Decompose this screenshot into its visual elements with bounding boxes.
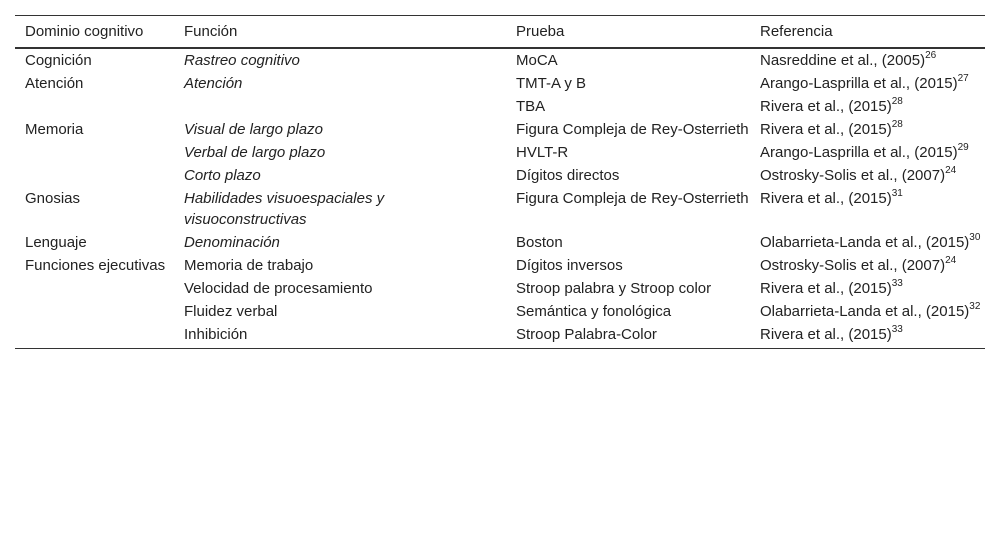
- table-row: [15, 72, 985, 95]
- reference-cell-text: Rivera et al., (2015): [760, 98, 892, 115]
- domain-cell: [15, 300, 174, 323]
- reference-superscript: 29: [957, 142, 969, 153]
- domain-cell: [15, 231, 174, 254]
- reference-superscript: 33: [891, 324, 903, 335]
- reference-superscript: 26: [925, 50, 937, 61]
- test-cell-text: HVLT-R: [516, 144, 569, 161]
- reference-cell-text: Arango-Lasprilla et al., (2015): [760, 75, 958, 92]
- domain-cell: [15, 164, 174, 187]
- table-row: [15, 118, 985, 141]
- reference-cell-text: Ostrosky-Solis et al., (2007): [760, 167, 946, 184]
- header-function: Función: [174, 16, 506, 49]
- function-cell: [174, 141, 506, 164]
- domain-cell: [15, 141, 174, 164]
- test-cell-text: Semántica y fonológica: [516, 303, 672, 320]
- function-cell-text: Rastreo cognitivo: [184, 52, 300, 69]
- reference-cell: [750, 141, 985, 164]
- test-cell-text: MoCA: [516, 52, 558, 69]
- function-cell: [174, 48, 506, 72]
- function-cell-text: Verbal de largo plazo: [184, 144, 326, 161]
- reference-cell-text: Olabarrieta-Landa et al., (2015): [760, 234, 970, 251]
- reference-cell: [750, 48, 985, 72]
- test-cell: [506, 254, 750, 277]
- domain-cell-text: Gnosias: [25, 190, 81, 207]
- reference-superscript: 32: [969, 301, 981, 312]
- table-body: [15, 48, 985, 349]
- table-row: [15, 300, 985, 323]
- table-row: [15, 141, 985, 164]
- table-row: [15, 231, 985, 254]
- table-header-row: [15, 16, 985, 49]
- test-cell: [506, 141, 750, 164]
- test-cell: [506, 48, 750, 72]
- reference-cell: [750, 187, 985, 231]
- function-cell-text: Denominación: [184, 234, 280, 251]
- test-cell-text: Stroop Palabra-Color: [516, 326, 657, 343]
- test-cell: [506, 187, 750, 231]
- function-cell: [174, 277, 506, 300]
- table-row: [15, 48, 985, 72]
- reference-cell-text: Rivera et al., (2015): [760, 121, 892, 138]
- reference-superscript: 31: [891, 188, 903, 199]
- reference-cell: [750, 277, 985, 300]
- domain-cell: [15, 277, 174, 300]
- function-cell-text: Corto plazo: [184, 167, 261, 184]
- reference-cell-text: Olabarrieta-Landa et al., (2015): [760, 303, 970, 320]
- reference-superscript: 24: [945, 255, 957, 266]
- reference-superscript: 30: [969, 232, 981, 243]
- function-cell: [174, 187, 506, 231]
- reference-superscript: 27: [957, 73, 969, 84]
- domain-cell: [15, 95, 174, 118]
- domain-cell-text: Lenguaje: [25, 234, 87, 251]
- test-cell-text: TMT-A y B: [516, 75, 587, 92]
- function-cell: [174, 300, 506, 323]
- domain-cell: [15, 254, 174, 277]
- reference-cell: [750, 323, 985, 349]
- domain-cell-text: Cognición: [25, 52, 92, 69]
- header-reference: Referencia: [750, 16, 985, 49]
- function-cell: [174, 231, 506, 254]
- table-row: [15, 95, 985, 118]
- reference-cell-text: Rivera et al., (2015): [760, 280, 892, 297]
- function-cell: [174, 72, 506, 95]
- test-cell: [506, 72, 750, 95]
- test-cell-text: Figura Compleja de Rey-Osterrieth: [516, 121, 749, 138]
- reference-cell: [750, 164, 985, 187]
- domain-cell: [15, 323, 174, 349]
- function-cell-text: Fluidez verbal: [184, 303, 278, 320]
- reference-cell-text: Rivera et al., (2015): [760, 190, 892, 207]
- header-test: Prueba: [506, 16, 750, 49]
- header-domain: Dominio cognitivo: [15, 16, 174, 49]
- test-cell-text: Dígitos inversos: [516, 257, 623, 274]
- test-cell-text: Boston: [516, 234, 563, 251]
- function-cell: [174, 118, 506, 141]
- test-cell: [506, 95, 750, 118]
- cognitive-tests-table: [15, 15, 985, 349]
- test-cell: [506, 277, 750, 300]
- function-cell: [174, 254, 506, 277]
- test-cell: [506, 118, 750, 141]
- table-row: [15, 187, 985, 231]
- reference-cell-text: Arango-Lasprilla et al., (2015): [760, 144, 958, 161]
- test-cell-text: Dígitos directos: [516, 167, 620, 184]
- test-cell-text: Stroop palabra y Stroop color: [516, 280, 712, 297]
- table-row: [15, 277, 985, 300]
- reference-cell: [750, 72, 985, 95]
- table-row: [15, 323, 985, 349]
- test-cell: [506, 323, 750, 349]
- test-cell: [506, 231, 750, 254]
- test-cell-text: TBA: [516, 98, 546, 115]
- function-cell-text: Habilidades visuoespaciales y visuoconstructivas: [184, 190, 385, 228]
- function-cell-text: Inhibición: [184, 326, 248, 343]
- reference-cell: [750, 118, 985, 141]
- table-row: [15, 164, 985, 187]
- domain-cell-text: Funciones ejecutivas: [25, 257, 166, 274]
- test-cell: [506, 164, 750, 187]
- reference-cell: [750, 254, 985, 277]
- domain-cell: [15, 72, 174, 95]
- reference-superscript: 28: [891, 96, 903, 107]
- function-cell-text: Memoria de trabajo: [184, 257, 314, 274]
- function-cell-text: Velocidad de procesamiento: [184, 280, 373, 297]
- reference-cell-text: Nasreddine et al., (2005): [760, 52, 926, 69]
- function-cell: [174, 164, 506, 187]
- reference-superscript: 24: [945, 165, 957, 176]
- function-cell: [174, 95, 506, 118]
- domain-cell: [15, 187, 174, 231]
- reference-superscript: 28: [891, 119, 903, 130]
- reference-cell: [750, 231, 985, 254]
- reference-superscript: 33: [891, 278, 903, 289]
- test-cell-text: Figura Compleja de Rey-Osterrieth: [516, 190, 749, 207]
- domain-cell: [15, 118, 174, 141]
- domain-cell-text: Atención: [25, 75, 84, 92]
- table-row: [15, 254, 985, 277]
- domain-cell: [15, 48, 174, 72]
- reference-cell: [750, 300, 985, 323]
- function-cell-text: Atención: [184, 75, 243, 92]
- function-cell: [174, 323, 506, 349]
- reference-cell: [750, 95, 985, 118]
- reference-cell-text: Ostrosky-Solis et al., (2007): [760, 257, 946, 274]
- test-cell: [506, 300, 750, 323]
- reference-cell-text: Rivera et al., (2015): [760, 326, 892, 343]
- domain-cell-text: Memoria: [25, 121, 84, 138]
- function-cell-text: Visual de largo plazo: [184, 121, 323, 138]
